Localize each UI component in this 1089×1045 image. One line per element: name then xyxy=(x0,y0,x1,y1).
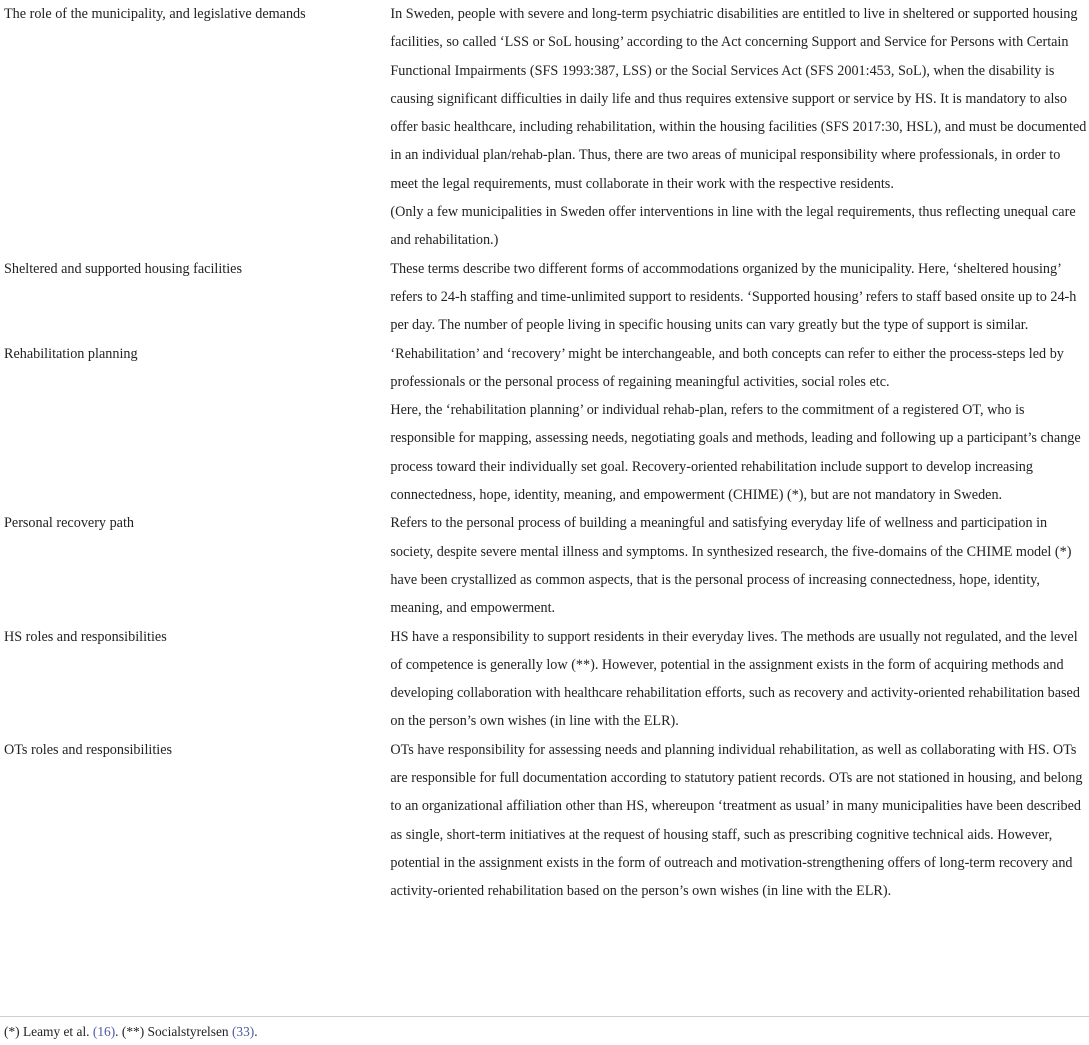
reference-link-leamy[interactable]: (16) xyxy=(92,1024,116,1039)
definitions-table xyxy=(4,0,1087,906)
footnote-text: . (**) Socialstyrelsen xyxy=(115,1024,232,1039)
description-paragraph: ‘Rehabilitation’ and ‘recovery’ might be interchangeable, and both concepts can refer to either the process-steps led by professionals or the personal process of regaining meaningful activities, social roles etc. xyxy=(390,345,1064,390)
description-cell xyxy=(390,509,1087,622)
description-cell xyxy=(390,736,1087,906)
description-cell xyxy=(390,0,1087,255)
term-cell: HS roles and responsibilities xyxy=(4,628,167,645)
reference-link-socialstyrelsen[interactable]: (33) xyxy=(231,1024,255,1039)
description-cell xyxy=(390,255,1087,340)
description-cell xyxy=(390,623,1087,736)
table-row xyxy=(4,509,1087,622)
description-paragraph: Refers to the personal process of building a meaningful and satisfying everyday life of wellness and participation in society, despite severe mental illness and symptoms. In synthesized research, the five-domains of the CHIME model (*) have been crystallized as common aspects, that is the personal process of increasing connectedness, hope, identity, meaning, and empowerment. xyxy=(390,515,1072,617)
table-footnote xyxy=(4,1022,258,1042)
term-cell: The role of the municipality, and legislative demands xyxy=(4,6,306,22)
description-paragraph: OTs have responsibility for assessing needs and planning individual rehabilitation, as well as collaborating with HS. OTs are responsible for full documentation according to statutory patient records. OTs are not stationed in housing, and belong to an organizational affiliation other than HS, whereupon ‘treatment as usual’ in many municipalities have been described as single, short-term initiatives at the request of housing staff, such as prescribing cognitive technical aids. However, potential in the assignment exists in the form of outreach and motivation-strengthening offers of long-term recovery and activity-oriented rehabilitation based on the person’s own wishes (in line with the ELR). xyxy=(390,741,1083,900)
table-row xyxy=(4,255,1087,340)
table-row xyxy=(4,623,1087,736)
term-cell: Rehabilitation planning xyxy=(4,345,138,362)
term-cell: Personal recovery path xyxy=(4,515,135,532)
description-paragraph: Here, the ‘rehabilitation planning’ or individual rehab-plan, refers to the commitment of a registered OT, who is responsible for mapping, assessing needs, negotiating goals and methods, leading and following up a participant’s change process toward their individually set goal. Recovery-oriented rehabilitation include support to develop increasing connectedness, hope, identity, meaning, and empowerment (CHIME) (*), but are not mandatory in Sweden. xyxy=(390,402,1081,504)
description-paragraph: (Only a few municipalities in Sweden offer interventions in line with the legal requirements, thus reflecting unequal care and rehabilitation.) xyxy=(390,204,1076,249)
table-row xyxy=(4,736,1087,906)
term-cell: OTs roles and responsibilities xyxy=(4,741,173,758)
footnote-text: . xyxy=(254,1024,258,1039)
description-paragraph: In Sweden, people with severe and long-term psychiatric disabilities are entitled to live in sheltered or supported housing facilities, so called ‘LSS or SoL housing’ according to the Act concerning Support and Service for Persons with Certain Functional Impairments (SFS 1993:387, LSS) or the Social Services Act (SFS 2001:453, SoL), when the disability is causing significant difficulties in daily life and thus requires extensive support or service by HS. It is mandatory to also offer basic healthcare, including rehabilitation, within the housing facilities (SFS 2017:30, HSL), and must be documented in an individual plan/rehab-plan. Thus, there are two areas of municipal responsibility where professionals, in order to meet the legal requirements, must collaborate in their work with the respective residents. xyxy=(390,6,1087,192)
description-paragraph: HS have a responsibility to support residents in their everyday lives. The methods are usually not regulated, and the level of competence is generally low (**). However, potential in the assignment exists in the form of acquiring methods and developing collaboration with healthcare rehabilitation efforts, such as recovery and activity-oriented rehabilitation based on the person’s own wishes (in line with the ELR). xyxy=(390,628,1080,730)
footnote-divider xyxy=(0,1016,1089,1017)
table-row xyxy=(4,0,1087,255)
footnote-text: (*) Leamy et al. xyxy=(4,1024,93,1039)
description-cell xyxy=(390,340,1087,510)
description-paragraph: These terms describe two different forms of accommodations organized by the municipality. Here, ‘sheltered housing’ refers to 24-h staffing and time-unlimited support to residents. ‘Supported housing’ refers to staff based onsite up to 24-h per day. The number of people living in specific housing units can vary greatly but the type of support is similar. xyxy=(390,260,1077,334)
term-cell: Sheltered and supported housing facilities xyxy=(4,260,242,277)
table-row xyxy=(4,340,1087,510)
